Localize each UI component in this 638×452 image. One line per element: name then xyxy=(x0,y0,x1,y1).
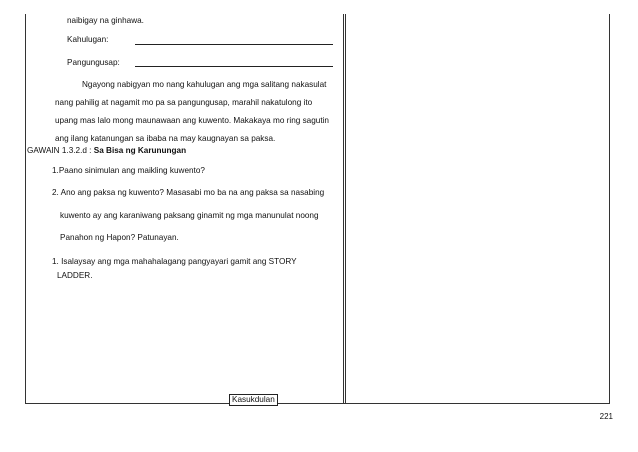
instruction-paragraph xyxy=(55,76,338,148)
gawain-title: Sa Bisa ng Karunungan xyxy=(93,146,187,155)
kasukdulan-label-box: Kasukdulan xyxy=(229,394,278,406)
question-3-line-1: 1. Isalaysay ang mga mahahalagang pangyayari gamit ang STORY xyxy=(52,257,297,266)
question-2-line-2: kuwento ay ang karaniwang paksang ginamit ng mga manunulat noong xyxy=(60,211,319,220)
gawain-heading xyxy=(27,147,186,155)
pangungusap-blank[interactable] xyxy=(135,66,333,67)
instruction-line-1: Ngayong nabigyan mo nang kahulugan ang mga salitang nakasulat xyxy=(82,80,327,89)
question-3-line-2: LADDER. xyxy=(57,271,93,280)
page-number: 221 xyxy=(599,412,613,421)
gawain-number: GAWAIN 1.3.2.d : xyxy=(27,146,94,155)
question-2-line-3: Panahon ng Hapon? Patunayan. xyxy=(60,233,179,242)
worksheet-frame xyxy=(25,14,610,404)
instruction-line-2: nang pahilig at nagamit mo pa sa pangungusap, marahil nakatulong ito xyxy=(55,98,313,107)
instruction-line-4: ang ilang katanungan sa ibaba na may kaugnayan sa paksa. xyxy=(55,134,276,143)
kahulugan-label: Kahulugan: xyxy=(67,35,109,44)
kahulugan-blank[interactable] xyxy=(135,44,333,45)
pangungusap-label: Pangungusap: xyxy=(67,58,120,67)
instruction-line-3: upang mas lalo mong maunawaan ang kuwento. Makakaya mo ring sagutin xyxy=(55,116,329,125)
question-2-line-1: 2. Ano ang paksa ng kuwento? Masasabi mo ba na ang paksa sa nasabing xyxy=(52,188,325,197)
top-line: naibigay na ginhawa. xyxy=(67,16,144,25)
column-divider xyxy=(343,14,344,404)
column-divider-inner xyxy=(345,14,346,404)
question-1: 1.Paano sinimulan ang maikling kuwento? xyxy=(52,166,205,175)
